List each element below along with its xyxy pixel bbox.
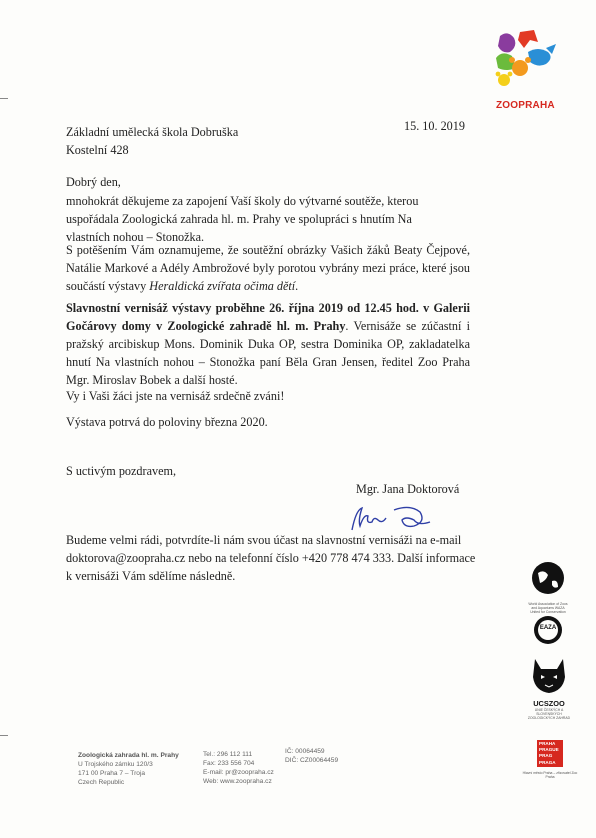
punch-mark	[0, 98, 8, 99]
signatory-name: Mgr. Jana Doktorová	[356, 482, 460, 496]
exhibition-title: Heraldická zvířata očima dětí	[149, 279, 296, 293]
eaza-label: EAZA	[539, 625, 557, 631]
lynx-head-icon	[527, 657, 571, 695]
paragraph-selected-works	[66, 241, 470, 295]
waza-globe-icon	[528, 561, 568, 595]
footer-country: Czech Republic	[78, 779, 125, 786]
footer-ids	[285, 747, 338, 765]
closing: S uctivým pozdravem,	[66, 464, 177, 478]
footer-ic: IČ: 00064459	[285, 748, 325, 755]
footer-tel: Tel.: 296 112 111	[203, 751, 253, 758]
footer-fax: Fax: 233 556 704	[203, 760, 255, 767]
footer-email: E-mail: pr@zoopraha.cz	[203, 769, 274, 776]
footer-street: U Trojského zámku 120/3	[78, 761, 153, 768]
paragraph2-end: .	[295, 279, 299, 293]
vernissage-announcement: Slavnostní vernisáž výstavy proběhne 26. října 2019 od 12.45 hod. v Galerii Gočárovy domy v Zoologické zahradě hl. m. Prahy	[66, 301, 470, 333]
footer-org-name: Zoologická zahrada hl. m. Prahy	[78, 752, 179, 759]
ucszoo-label: UCSZOO	[533, 699, 565, 708]
footer-city: 171 00 Praha 7 – Troja	[78, 770, 146, 777]
footer-web: Web: www.zoopraha.cz	[203, 778, 272, 785]
recipient-line1: Základní umělecká škola Dobruška	[66, 125, 239, 139]
paragraph-confirmation: Budeme velmi rádi, potvrdíte-li nám svou účast na slavnostní vernisáži na e-mail doktorova@zoopraha.cz nebo na telefonní číslo +420 778 474 333. Další informace k vernisáži Vám sdělíme následně.	[66, 533, 476, 583]
praha-badge-line: PRAHA	[539, 741, 556, 746]
footer-address	[78, 751, 179, 787]
ucszoo-caption: UNIE ČESKÝCH A SLOVENSKÝCH ZOOLOGICKÝCH ZAHRAD	[527, 708, 571, 720]
zoo-praha-animals-icon	[490, 28, 560, 90]
praha-caption: Hlavní město Praha – zřizovatel Zoo Praha	[522, 771, 578, 779]
footer-dic: DIČ: CZ00064459	[285, 757, 339, 764]
waza-caption: World Association of Zoos and Aquariums WAZA United for Conservation	[528, 602, 568, 614]
recipient-block	[66, 123, 238, 159]
paragraph-duration: Výstava potrvá do poloviny března 2020.	[66, 415, 268, 429]
eaza-logo	[528, 615, 568, 650]
paragraph-vernissage	[66, 299, 470, 389]
praha-badge-line: PRAG	[539, 753, 553, 759]
paragraph-invitation: Vy i Vaši žáci jste na vernisáž srdečně zváni!	[66, 389, 285, 403]
recipient-line2: Kostelní 428	[66, 143, 129, 157]
paragraph2-text: S potěšením Vám oznamujeme, že soutěžní obrázky Vašich žáků Beaty Čejpové, Natálie Markové a Adély Ambrožové byly porotou vybrány mezi práce, které jsou součástí výstavy	[66, 243, 470, 293]
vernissage-guests: . Vernisáže se zúčastní i pražský arcibiskup Mons. Dominik Duka OP, sestra Dominika OP, zakladatelka hnutí Na vlastních nohou – Stonožka paní Běla Gran Jensen, ředitel Zoo Praha Mgr. Miroslav Bobek a další hosté.	[66, 319, 470, 387]
paragraph-thanks: mnohokrát děkujeme za zapojení Vaší školy do výtvarné soutěže, kterou uspořádala Zoologická zahrada hl. m. Prahy ve spolupráci s hnutím Na vlastních nohou – Stonožka.	[66, 194, 419, 244]
footer-contact	[203, 750, 274, 786]
praha-badge-line: PRAGA	[539, 759, 556, 765]
logo-praha-text: PRAHA	[518, 100, 555, 111]
zoo-praha-logo	[490, 28, 560, 118]
logo-zoo-text: ZOO	[496, 100, 519, 111]
waza-logo	[528, 561, 568, 614]
greeting: Dobrý den,	[66, 175, 121, 189]
letter-date: 15. 10. 2019	[404, 119, 465, 133]
praha-city-badge	[537, 740, 563, 767]
praha-badge-line: PRAGUE	[539, 747, 559, 753]
ucszoo-logo	[527, 657, 571, 720]
punch-mark	[0, 735, 8, 736]
